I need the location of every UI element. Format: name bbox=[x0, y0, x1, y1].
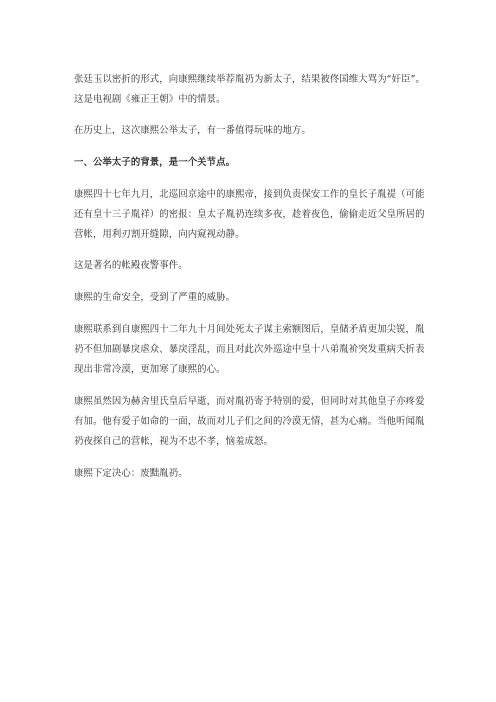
paragraph-secret-report: 康熙四十七年九月，北巡回京途中的康熙帝，接到负责保安工作的皇长子胤禔（可能还有皇十三子胤祥）的密报：皇太子胤礽连续多夜，趁着夜色，偷偷走近父皇所居的营帐，用利刃割开缝隙，向内窥视动静。 bbox=[74, 189, 425, 240]
paragraph-history: 在历史上，这次康熙公举太子，有一番值得玩味的地方。 bbox=[74, 125, 311, 136]
paragraph-intro: 张廷玉以密折的形式，向康熙继续举荐胤礽为新太子，结果被佟国维大骂为“奸臣”。这是电视剧《雍正王朝》中的情景。 bbox=[74, 74, 426, 105]
paragraph-threat: 康熙的生命安全，受到了严重的威胁。 bbox=[74, 292, 236, 303]
paragraph-incident: 这是著名的帐殿夜警事件。 bbox=[74, 260, 188, 271]
paragraph-conflict: 康熙联系到自康熙四十二年九十月间处死太子谋主索额图后，皇储矛盾更加尖锐，胤礽不但加剧暴戾虐众、暴戾淫乱，而且对此次外巡途中皇十八弟胤衸突发重病夭折表现出非常冷漠，更加寒了康熙的心。 bbox=[74, 324, 425, 375]
document-body bbox=[74, 70, 426, 484]
paragraph-feelings: 康熙虽然因为赫舍里氏皇后早逝，而对胤礽寄予特别的爱，但同时对其他皇子亦疼爱有加。他有爱子如命的一面，故而对儿子们之间的冷漠无情，甚为心痛。当他听闻胤礽夜探自己的营帐，视为不忠不孝，恼羞成怒。 bbox=[74, 396, 425, 447]
section-heading: 一、公举太子的背景，是一个关节点。 bbox=[74, 157, 236, 168]
paragraph-decision: 康熙下定决心：废黜胤礽。 bbox=[74, 468, 188, 479]
